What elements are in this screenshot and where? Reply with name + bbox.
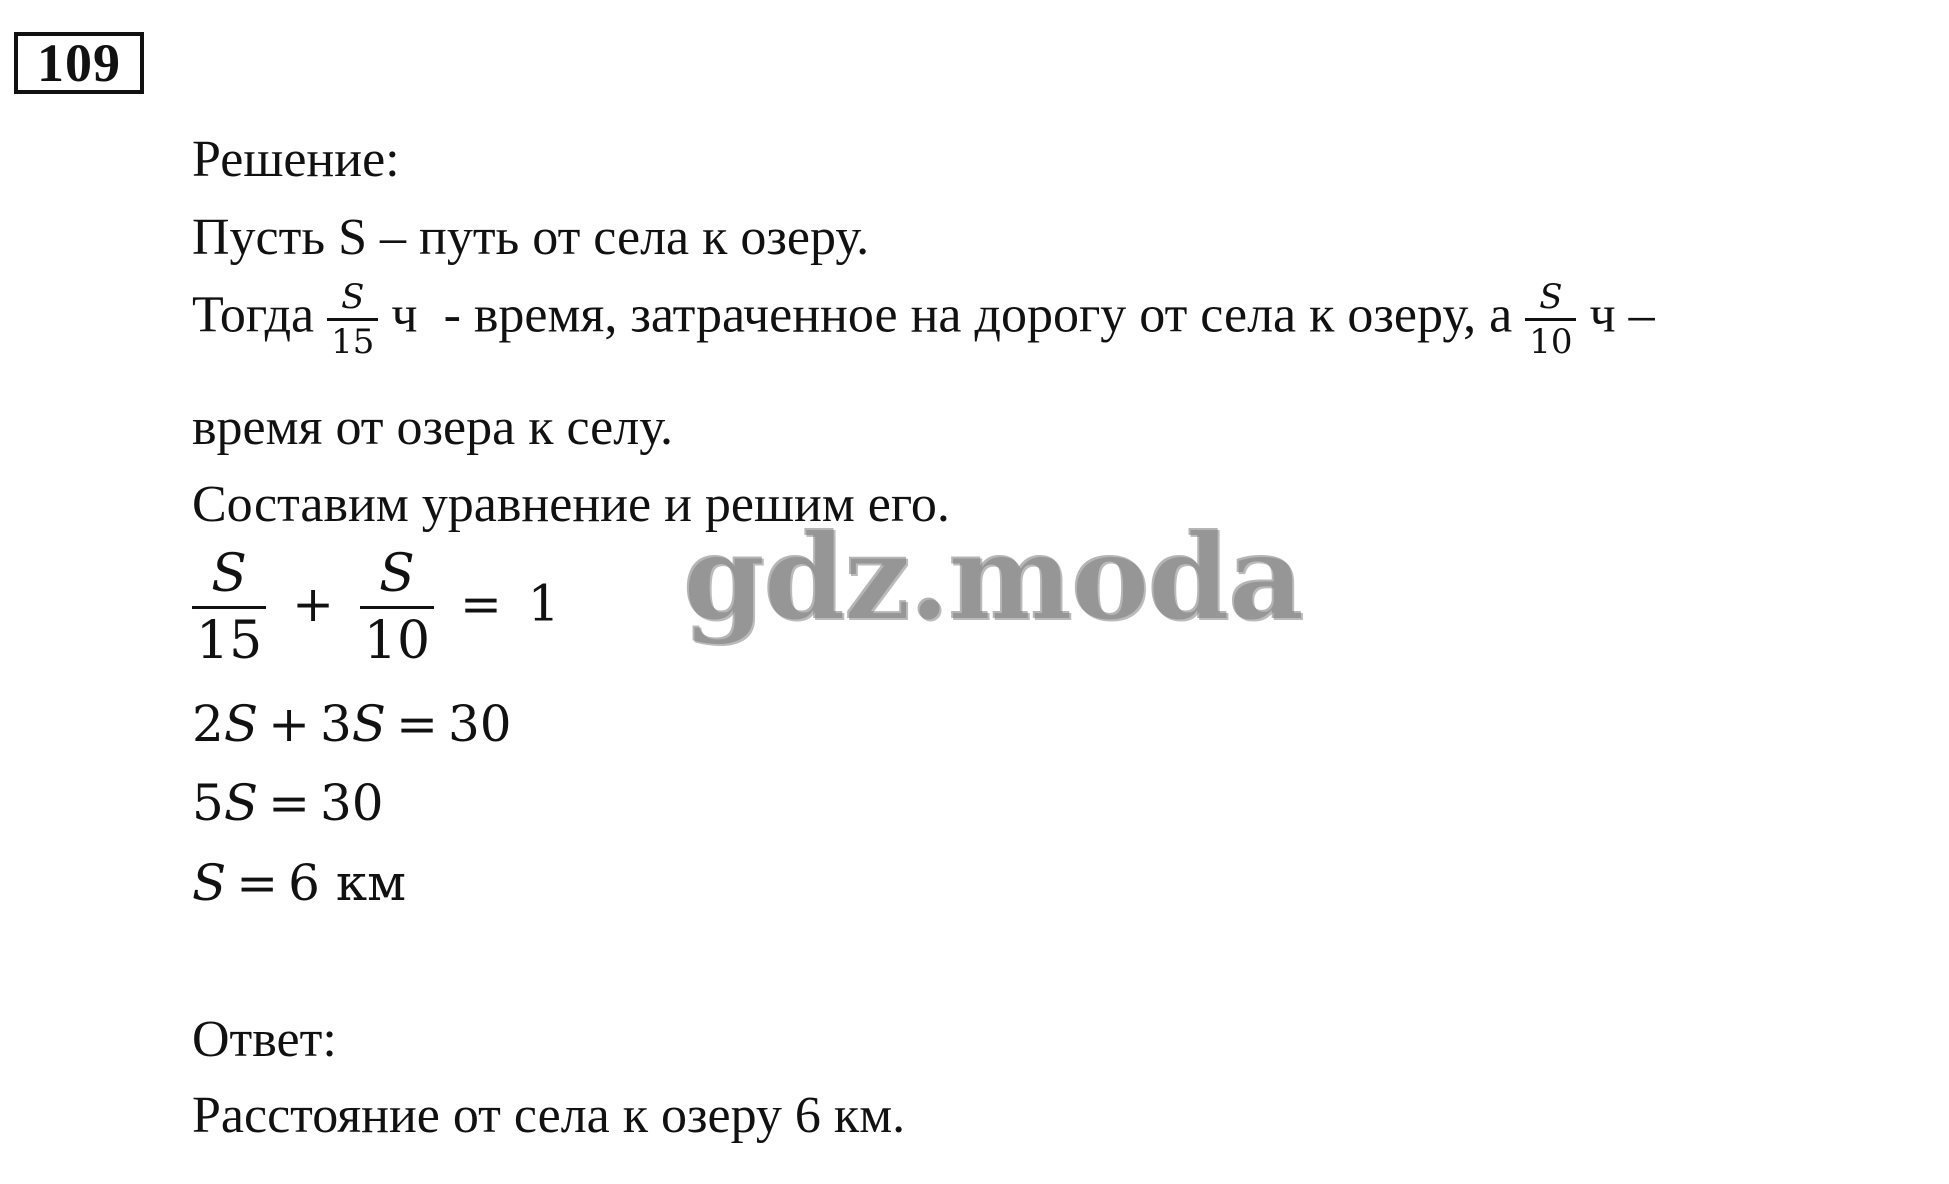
fraction-s-15 xyxy=(327,277,378,362)
fraction-bar xyxy=(1525,318,1576,321)
variable-s: S xyxy=(351,695,387,753)
fraction-bar xyxy=(327,318,378,321)
problem-number: 109 xyxy=(14,32,144,94)
line-equation-intro: Составим уравнение и решим его. xyxy=(192,476,950,533)
equation-fraction-s-10 xyxy=(360,544,434,671)
step-1 xyxy=(192,694,512,754)
fraction-numerator: S xyxy=(1539,277,1563,317)
unit-hours-2: ч – xyxy=(1589,286,1655,344)
fraction-bar xyxy=(360,606,434,609)
step-result: 30 xyxy=(447,695,512,753)
fraction-denominator: 10 xyxy=(1529,322,1573,362)
fraction-numerator: S xyxy=(211,544,247,604)
fraction-bar xyxy=(192,606,266,609)
coefficient: 2 xyxy=(192,695,224,753)
fraction-denominator: 15 xyxy=(331,322,375,362)
equals-sign: = xyxy=(396,695,438,753)
step-result: 6 км xyxy=(288,854,407,912)
variable-s: S xyxy=(192,854,227,912)
equals-sign: = xyxy=(459,574,502,633)
equals-sign: = xyxy=(236,854,279,912)
line-back: время от озера к селу. xyxy=(192,399,673,456)
solution-label: Решение: xyxy=(192,131,400,188)
step-2 xyxy=(192,773,384,833)
fraction-denominator: 15 xyxy=(196,611,263,671)
then-prefix: Тогда xyxy=(192,286,315,344)
equation xyxy=(192,544,560,671)
plus-sign: + xyxy=(292,574,334,633)
unit-hours-1: ч xyxy=(391,286,418,344)
then-middle: - время, затраченное на дорогу от села к озеру, а xyxy=(443,286,1513,344)
step-3 xyxy=(192,853,406,913)
equation-fraction-s-15 xyxy=(192,544,266,671)
answer-label: Ответ: xyxy=(192,1011,337,1068)
coefficient: 5 xyxy=(192,774,224,832)
fraction-numerator: S xyxy=(379,544,415,604)
answer-text: Расстояние от села к озеру 6 км. xyxy=(192,1087,906,1144)
coefficient: 3 xyxy=(319,695,352,753)
equals-sign: = xyxy=(268,774,310,832)
fraction-s-10 xyxy=(1525,277,1576,362)
fraction-denominator: 10 xyxy=(363,611,431,671)
line-let: Пусть S – путь от села к озеру. xyxy=(192,209,870,266)
equation-rhs: 1 xyxy=(527,574,560,633)
watermark-logo: gdz.moda xyxy=(682,507,1302,646)
fraction-numerator: S xyxy=(341,277,365,317)
variable-s: S xyxy=(223,695,259,753)
line-then xyxy=(192,277,1655,362)
step-result: 30 xyxy=(319,774,384,832)
plus-sign: + xyxy=(268,695,310,753)
variable-s: S xyxy=(223,774,259,832)
